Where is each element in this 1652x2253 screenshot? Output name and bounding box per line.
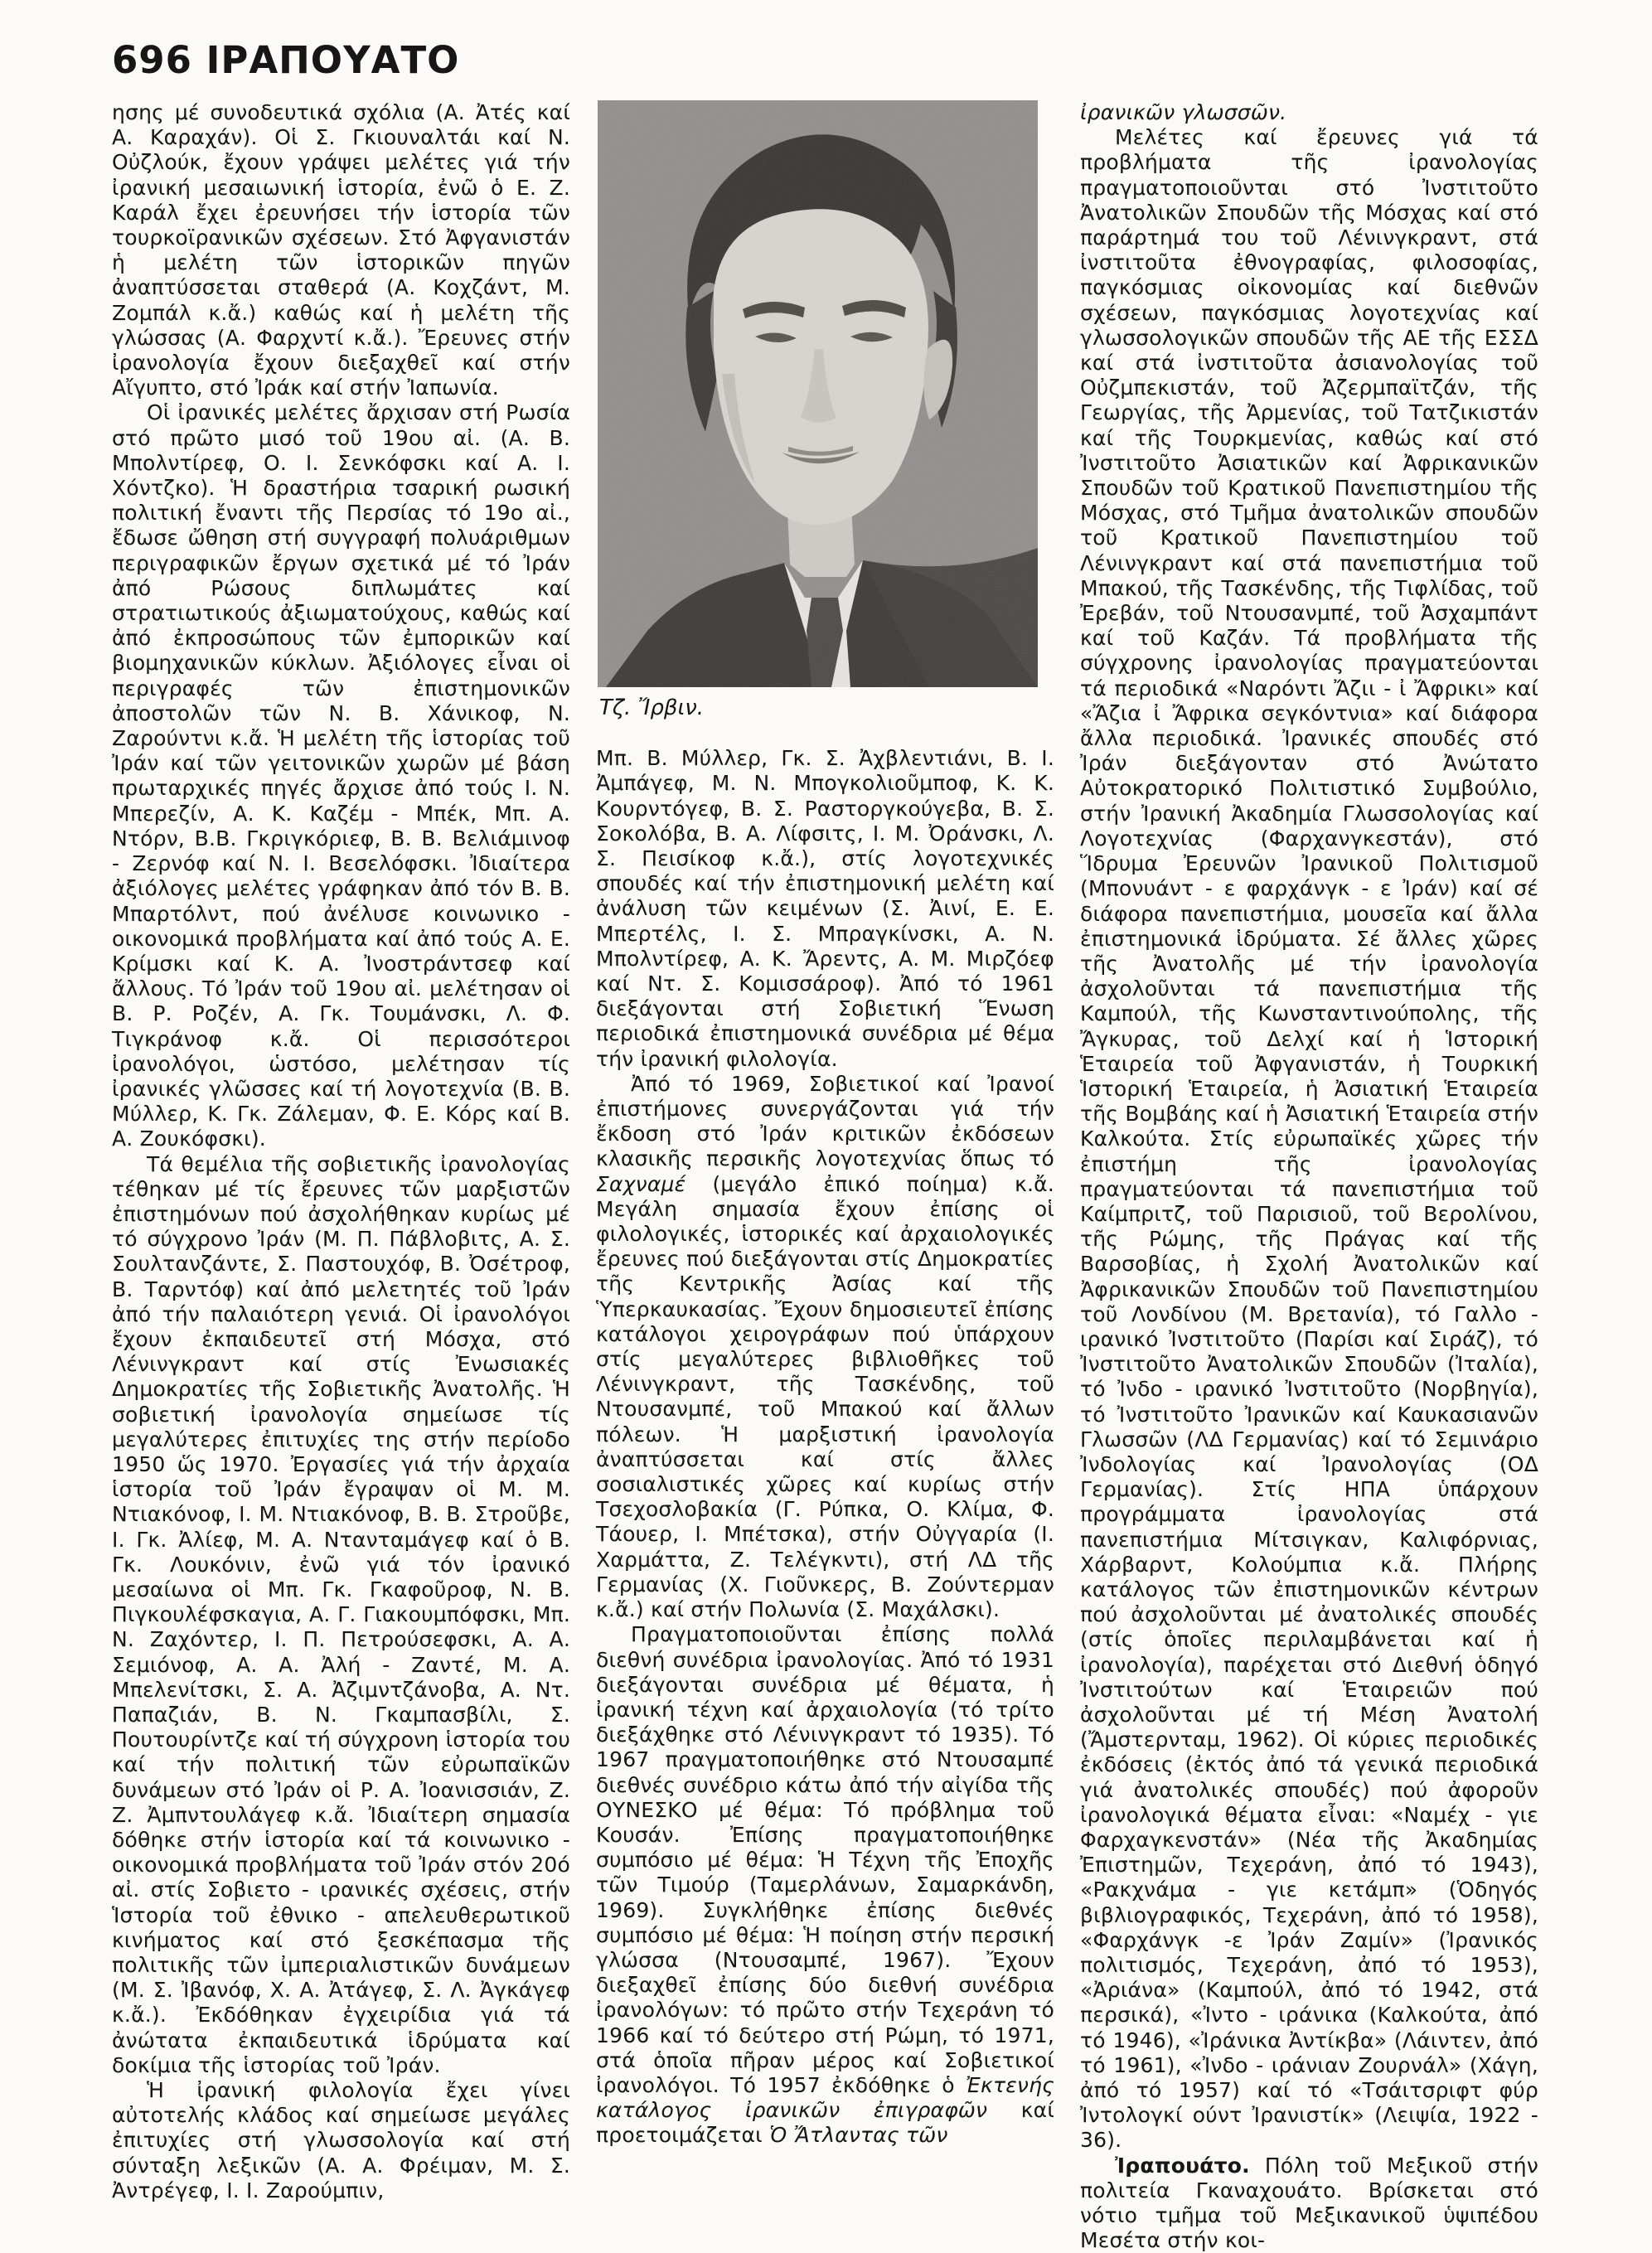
text-segment: Ἡ ἰρανική φιλολογία ἔχει γίνει αὐτοτελής κλάδος καί σημείωσε μεγάλες ἐπιτυχίες στή γλωσσολογία καί στή σύνταξη λεξικῶν (Α. Α. Φρέιμαν, Μ. Σ. Ἀντρέγεφ, Ι. Ι. Ζαρούμπιν,	[112, 2078, 570, 2202]
paragraph	[1080, 2154, 1538, 2253]
text-segment: Μελέτες καί ἔρευνες γιά τά προβλήματα τῆς ἰρανολογίας πραγματοποιοῦνται στό Ἰνστιτοῦτο Ἀνατολικῶν Σπουδῶν τῆς Μόσχας καί στό παράρτημά του τοῦ Λένινγκραντ, στά ἰνστιτοῦτα ἐθνογραφίας, φιλοσοφίας, παγκόσμιας οἰκονομίας καί διεθνῶν σχέσεων, παγκόσμιας λογοτεχνίας καί γλωσσολογικῶν σπουδῶν τῆς ΑΕ τῆς ΕΣΣΔ καί στά ἰνστιτοῦτα ἀσιανολογίας τοῦ Οὐζμπεκιστάν, τοῦ Ἀζερμπαϊτζάν, τῆς Γεωργίας, τῆς Ἀρμενίας, τοῦ Τατζικιστάν καί τῆς Τουρκμενίας, καθώς καί στό Ἰνστιτοῦτο Ἀσιατικῶν καί Ἀφρικανικῶν Σπουδῶν τοῦ Κρατικοῦ Πανεπιστημίου τῆς Μόσχας, στό Τμῆμα ἀνατολικῶν σπουδῶν τοῦ Κρατικοῦ Πανεπιστημίου τοῦ Λένινγκραντ καί στά πανεπιστήμια τοῦ Μπακού, τῆς Τασκένδης, τῆς Τιφλίδας, τοῦ Ἐρεβάν, τοῦ Ντουσανμπέ, τοῦ Ἀσχαμπάντ καί τοῦ Καζάν. Τά προβλήματα τῆς σύγχρονης ἰρανολογίας πραγματεύονται τά περιοδικά «Ναρόντι Ἄζιι - ἰ Ἄφρικι» καί «Ἄζια ἰ Ἄφρικα σεγκόντνια» καί διάφορα ἄλλα περιοδικά. Ἰρανικές σπουδές στό Ἰράν διεξάγονταν στό Ἀνώτατο Αὐτοκρατορικό Πολιτιστικό Συμβούλιο, στήν Ἰρανική Ἀκαδημία Γλωσσολογίας καί Λογοτεχνίας (Φαρχανγκεστάν), στό Ἵδρυμα Ἐρευνῶν Ἰρανικοῦ Πολιτισμοῦ (Μπονυάντ - ε φαρχάνγκ - ε Ἰράν) καί σέ διάφορα πανεπιστήμια, μουσεῖα καί ἄλλα ἐπιστημονικά ἱδρύματα. Σέ ἄλλες χῶρες τῆς Ἀνατολῆς μέ τήν ἰρανολογία ἀσχολοῦνται τά πανεπιστήμια τῆς Καμπούλ, τῆς Κωνσταντινούπολης, τῆς Ἄγκυρας, τοῦ Δελχί καί ἡ Ἱστορική Ἑταιρεία τοῦ Ἀφγανιστάν, ἡ Τουρκική Ἱστορική Ἑταιρεία, ἡ Ἀσιατική Ἑταιρεία τῆς Βομβάης καί ἡ Ἀσιατική Ἑταιρεία στήν Καλκούτα. Στίς εὐρωπαϊκές χῶρες τήν ἐπιστήμη τῆς ἰρανολογίας πραγματεύονται τά πανεπιστήμια τοῦ Καίμπριτζ, τοῦ Παρισιοῦ, τοῦ Βερολίνου, τῆς Ρώμης, τῆς Πράγας καί τῆς Βαρσοβίας, ἡ Σχολή Ἀνατολικῶν καί Ἀφρικανικῶν Σπουδῶν τοῦ Πανεπιστημίου τοῦ Λονδίνου (Μ. Βρετανία), τό Γαλλο - ιρανικό Ἰνστιτοῦτο (Παρίσι καί Σιράζ), τό Ἰνστιτοῦτο Ἀνατολικῶν Σπουδῶν (Ἰταλία), τό Ἰνδο - ιρανικό Ἰνστιτοῦτο (Νορβηγία), τό Ἰνστιτοῦτο Ἰρανικῶν καί Καυκασιανῶν Γλωσσῶν (ΛΔ Γερμανίας) καί τό Σεμινάριο Ἰνδολογίας καί Ἰρανολογίας (ΟΔ Γερμανίας). Στίς ΗΠΑ ὑπάρχουν προγράμματα ἰρανολογίας στά πανεπιστήμια Μίτσιγκαν, Καλιφόρνιας, Χάρβαρντ, Κολούμπια κ.ἄ. Πλήρης κατάλογος τῶν ἐπιστημονικῶν κέντρων πού ἀσχολοῦνται μέ ἀνατολικές σπουδές (στίς ὁποῖες περιλαμβάνεται καί ἡ ἰρανολογία), παρέχεται στό Διεθνή ὁδηγό Ἰνστιτούτων καί Ἑταιρειῶν πού ἀσχολοῦνται μέ τή Μέση Ἀνατολή (Ἄμστερνταμ, 1962). Οἱ κύριες περιοδικές ἐκδόσεις (ἐκτός ἀπό τά γενικά περιοδικά γιά ἀνατολικές σπουδές) πού ἀφοροῦν ἰρανολογικά θέματα εἶναι: «Ναμέχ - γιε Φαρχαγκενστάν» (Νέα τῆς Ἀκαδημίας Ἐπιστημῶν, Τεχεράνη, ἀπό τό 1943), «Ρακχνάμα - γιε κετάμπ» (Ὁδηγός βιβλιογραφικός, Τεχεράνη, ἀπό τό 1958), «Φαρχάνγκ -ε Ἰράν Ζαμίν» (Ἰρανικός πολιτισμός, Τεχεράνη, ἀπό τό 1953), «Ἀριάνα» (Καμπούλ, ἀπό τό 1942, στά περσικά), «Ἰντο - ιράνικα (Καλκούτα, ἀπό τό 1946), «Ἰράνικα Ἀντίκβα» (Λάιντεν, ἀπό τό 1961), «Ἰνδο - ιράνιαν Ζουρνάλ» (Χάγη, ἀπό τό 1957) καί τό «Τσάιτσριφτ φύρ Ἰντολογκί ούντ Ἰρανιστίκ» (Λειψία, 1922 - 36).	[1080, 125, 1538, 2153]
text-segment: ησης μέ συνοδευτικά σχόλια (Α. Ἀτές καί Α. Καραχάν). Οἱ Σ. Γκιουναλτάι καί Ν. Οὐζλούκ, ἔχουν γράψει μελέτες γιά τήν ἰρανική μεσαιωνική ἱστορία, ἐνῶ ὁ Ε. Ζ. Καράλ ἔχει ἐρευνήσει τήν ἱστορία τῶν τουρκοϊρανικῶν σχέσεων. Στό Ἀφγανιστάν ἡ μελέτη τῶν ἱστορικῶν πηγῶν ἀναπτύσσεται σταθερά (Α. Κοχζάντ, Μ. Ζομπάλ κ.ἄ.) καθώς καί ἡ μελέτη τῆς γλώσσας (Α. Φαρχντί κ.ἄ.). Ἔρευνες στήν ἰρανολογία ἔχουν διεξαχθεῖ καί στήν Αἴγυπτο, στό Ἰράκ καί στήν Ἰαπωνία.	[112, 100, 570, 400]
text-segment: Ἀπό τό 1969, Σοβιετικοί καί Ἰρανοί ἐπιστήμονες συνεργάζονται γιά τήν ἔκδοση στό Ἰράν κριτικῶν ἐκδόσεων κλασικῆς περσικῆς λογοτεχνίας ὅπως τό	[596, 1071, 1054, 1171]
text-segment: Μπ. Β. Μύλλερ, Γκ. Σ. Ἀχβλεντιάνι, Β. Ι. Ἀμπάγεφ, Μ. Ν. Μπογκολιοῦμποφ, Κ. Κ. Κουρντόγεφ, Β. Σ. Ραστοργκούγεβα, Β. Σ. Σοκολόβα, Β. Α. Λίφσιτς, Ι. Μ. Ὀράνσκι, Λ. Σ. Πεισίκοφ κ.ἄ.), στίς λογοτεχνικές σπουδές καί τήν ἐπιστημονική μελέτη καί ἀνάλυση τῶν κειμένων (Σ. Ἀινί, Ε. Ε. Μπερτέλς, Ι. Σ. Μπραγκίνσκι, Α. Ν. Μπολντίρεφ, Α. Κ. Ἄρεντς, Α. Μ. Μιρζόεφ καί Ντ. Σ. Κομισσάροφ). Ἀπό τό 1961 διεξάγονται στή Σοβιετική Ἕνωση περιοδικά ἐπιστημονικά συνέδρια μέ θέμα τήν ἰρανική φιλολογία.	[596, 746, 1054, 1071]
paragraph	[596, 746, 1054, 1072]
column-2	[596, 100, 1054, 2149]
column-2-text	[596, 746, 1054, 2148]
paragraph	[1080, 125, 1538, 2153]
columns-row	[112, 100, 1540, 2253]
paragraph	[112, 1152, 570, 2079]
paragraph	[596, 1072, 1054, 1622]
portrait-photo-image	[598, 100, 1038, 687]
portrait-photo	[598, 100, 1038, 721]
text-segment: ἰρανικῶν γλωσσῶν.	[1080, 100, 1287, 124]
column-1	[112, 100, 570, 2203]
text-segment: καί προετοιμάζεται	[596, 2098, 1054, 2148]
photo-caption: Τζ. Ἴρβιν.	[599, 695, 705, 720]
text-segment: Οἱ ἰρανικές μελέτες ἄρχισαν στή Ρωσία στό πρῶτο μισό τοῦ 19ου αἰ. (Α. Β. Μπολντίρεφ, Ο. Ι. Σενκόφσκι καί Α. Ι. Χόντζκο). Ἡ δραστήρια τσαρική ρωσική πολιτική ἔναντι τῆς Περσίας τό 19ο αἰ., ἔδωσε ὤθηση στή συγγραφή πολυάριθμων περιγραφικῶν ἔργων σχετικά μέ τό Ἰράν ἀπό Ρώσους διπλωμάτες καί στρατιωτικούς ἀξιωματούχους, καθώς καί ἀπό ἐκπροσώπους τῶν ἐμπορικῶν καί βιομηχανικῶν κύκλων. Ἀξιόλογες εἶναι οἱ περιγραφές τῶν ἐπιστημονικῶν ἀποστολῶν τῶν Ν. Β. Χάνικοφ, Ν. Ζαρούντνι κ.ἄ. Ἡ μελέτη τῆς ἱστορίας τοῦ Ἰράν καί τῶν γειτονικῶν χωρῶν μέ βάση πρωταρχικές πηγές ἄρχισε ἀπό τούς Ι. Ν. Μπερεζίν, Α. Κ. Καζέμ - Μπέκ, Μπ. Α. Ντόρν, Β.Β. Γκριγκόριεφ, Β. Β. Βελιάμινοφ - Ζερνόφ καί Ν. Ι. Βεσελόφσκι. Ἰδιαίτερα ἀξιόλογες μελέτες γράφηκαν ἀπό τόν Β. Β. Μπαρτόλντ, πού ἀνέλυσε κοινωνικο - οικονομικά προβλήματα καί ἀπό τούς Α. Ε. Κρίμσκι καί Κ. Α. Ἰνοστράντσεφ καί ἄλλους. Τό Ἰράν τοῦ 19ου αἰ. μελέτησαν οἱ Β. Ρ. Ροζέν, Α. Γκ. Τουμάνσκι, Λ. Φ. Τιγκράνοφ κ.ἄ. Οἱ περισσότεροι ἰρανολόγοι, ὡστόσο, μελέτησαν τίς ἰρανικές γλῶσσες καί τή λογοτεχνία (Β. Β. Μύλλερ, Κ. Γκ. Ζάλεμαν, Φ. Ε. Κόρς καί Β. Α. Ζουκόφσκι).	[112, 400, 570, 1151]
page-header: 696 ΙΡΑΠΟΥΑΤΟ	[112, 38, 460, 82]
text-segment: Τά θεμέλια τῆς σοβιετικῆς ἰρανολογίας τέθηκαν μέ τίς ἔρευνες τῶν μαρξιστῶν ἐπιστημόνων πού ἀσχολήθηκαν κυρίως μέ τό σύγχρονο Ἰράν (Μ. Π. Πάβλοβιτς, Α. Σ. Σουλτανζάντε, Σ. Παστουχόφ, Β. Ὀσέτροφ, Β. Ταρντόφ) καί ἀπό μελετητές τοῦ Ἰράν ἀπό τήν παλαιότερη γενιά. Οἱ ἰρανολόγοι ἔχουν ἐκπαιδευτεῖ στή Μόσχα, στό Λένινγκραντ καί στίς Ἐνωσιακές Δημοκρατίες τῆς Σοβιετικῆς Ἀνατολῆς. Ἡ σοβιετική ἰρανολογία σημείωσε τίς μεγαλύτερες ἐπιτυχίες της στήν περίοδο 1950 ὥς 1970. Ἐργασίες γιά τήν ἀρχαία ἱστορία τοῦ Ἰράν ἔγραψαν οἱ Μ. Μ. Ντιακόνοφ, Ι. Μ. Ντιακόνοφ, Β. Β. Στροῦβε, Ι. Γκ. Ἀλίεφ, Μ. Α. Ντανταμάγεφ καί ὁ Β. Γκ. Λουκόνιν, ἐνῶ γιά τόν ἰρανικό μεσαίωνα οἱ Μπ. Γκ. Γκαφοῦροφ, Ν. Β. Πιγκουλέφσκαγια, Α. Γ. Γιακουμπόφσκι, Μπ. Ν. Ζαχόντερ, Ι. Π. Πετρούσεφσκι, Α. Α. Σεμιόνοφ, Α. Α. Ἀλή - Ζαντέ, Μ. Α. Μπελενίτσκι, Σ. Α. Ἀζιμντζάνοβα, Α. Ντ. Παπαζιάν, Β. Ν. Γκαμπασβίλι, Σ. Πουτουρίντζε καί τή σύγχρονη ἱστορία του καί τήν πολιτική τῶν εὐρωπαϊκῶν δυνάμεων στό Ἰράν οἱ Ρ. Α. Ἰοανισσιάν, Ζ. Ζ. Ἀμπντουλάγεφ κ.ἄ. Ἰδιαίτερη σημασία δόθηκε στήν ἱστορία καί τά κοινωνικο - οικονομικά προβλήματα τοῦ Ἰράν στόν 20ό αἰ. στίς Σοβιετο - ιρανικές σχέσεις, στήν Ἱστορία τοῦ ἐθνικο - απελευθερωτικοῦ κινήματος καί στό ξεσκέπασμα τῆς πολιτικῆς τῶν ἰμπεριαλιστικῶν δυνάμεων (Μ. Σ. Ἰβανόφ, Χ. Α. Ἀτάγεφ, Σ. Λ. Ἀγκάγεφ κ.ἄ.). Ἐκδόθηκαν ἐγχειρίδια γιά τά ἀνώτατα ἐκπαιδευτικά ἱδρύματα καί δοκίμια τῆς ἱστορίας τοῦ Ἰράν.	[112, 1151, 570, 2077]
text-segment: Ἰραπουάτο.	[1115, 2153, 1250, 2178]
paragraph	[596, 1622, 1054, 2148]
column-3	[1080, 100, 1538, 2253]
paragraph	[112, 400, 570, 1151]
text-segment: Πραγματοποιοῦνται ἐπίσης πολλά διεθνή συνέδρια ἰρανολογίας. Ἀπό τό 1931 διεξάγονται συνέδρια μέ θέματα, ἡ ἰρανική τέχνη καί ἀρχαιολογία (τό τρίτο διεξάχθηκε στό Λένινγκραντ τό 1935). Τό 1967 πραγματοποιήθηκε στό Ντουσαμπέ διεθνές συνέδριο κάτω ἀπό τήν αἰγίδα τῆς ΟΥΝΕΣΚΟ μέ θέμα: Τό πρόβλημα τοῦ Κουσάν. Ἐπίσης πραγματοποιήθηκε συμπόσιο μέ θέμα: Ἡ Τέχνη τῆς Ἐποχῆς τῶν Τιμούρ (Ταμερλάνων, Σαμαρκάνδη, 1969). Συγκλήθηκε ἐπίσης διεθνές συμπόσιο μέ θέμα: Ἡ ποίηση στήν περσική γλώσσα (Ντουσαμπέ, 1967). Ἔχουν διεξαχθεῖ ἐπίσης δύο διεθνή συνέδρια ἰρανολόγων: τό πρῶτο στήν Τεχεράνη τό 1966 καί τό δεύτερο στή Ρώμη, τό 1971, στά ὁποῖα πῆραν μέρος καί Σοβιετικοί ἰρανολόγοι. Τό 1957 ἐκδόθηκε ὁ	[596, 1622, 1054, 2097]
text-segment: Σαχναμέ	[596, 1171, 686, 1196]
text-segment: Πόλη τοῦ Μεξικοῦ στήν πολιτεία Γκαναχουάτο. Βρίσκεται στό νότιο τμῆμα τοῦ Μεξικανικοῦ ὑψιπέδου Μεσέτα στήν κοι-	[1080, 2153, 1538, 2253]
text-segment: Ὁ Ἄτλαντας τῶν	[768, 2123, 948, 2148]
paragraph	[112, 100, 570, 400]
text-segment: (μεγάλο ἐπικό ποίημα) κ.ἄ. Μεγάλη σημασία ἔχουν ἐπίσης οἱ φιλολογικές, ἱστορικές καί ἀρχαιολογικές ἔρευνες πού διεξάγονται στίς Δημοκρατίες τῆς Κεντρικῆς Ἀσίας καί τῆς Ὑπερκαυκασίας. Ἔχουν δημοσιευτεῖ ἐπίσης κατάλογοι χειρογράφων πού ὑπάρχουν στίς μεγαλύτερες βιβλιοθῆκες τοῦ Λένινγκραντ, τῆς Τασκένδης, τοῦ Ντουσανμπέ, τοῦ Μπακού καί ἄλλων πόλεων. Ἡ μαρξιστική ἰρανολογία ἀναπτύσσεται καί στίς ἄλλες σοσιαλιστικές χῶρες καί κυρίως στήν Τσεχοσλοβακία (Γ. Ρύπκα, Ο. Κλίμα, Φ. Τάουερ, Ι. Μπέτσκα), στήν Οὐγγαρία (Ι. Χαρμάττα, Ζ. Τελέγκντι), στή ΛΔ τῆς Γερμανίας (Χ. Γιοῦνκερς, Β. Ζούντερμαν κ.ἄ.) καί στήν Πολωνία (Σ. Μαχάλσκι).	[596, 1171, 1054, 1622]
paragraph	[112, 2078, 570, 2203]
text-segment: Ἐκτενής κατάλογος ἰρανικῶν ἐπιγραφῶν	[596, 2072, 1054, 2123]
paragraph	[1080, 100, 1538, 125]
